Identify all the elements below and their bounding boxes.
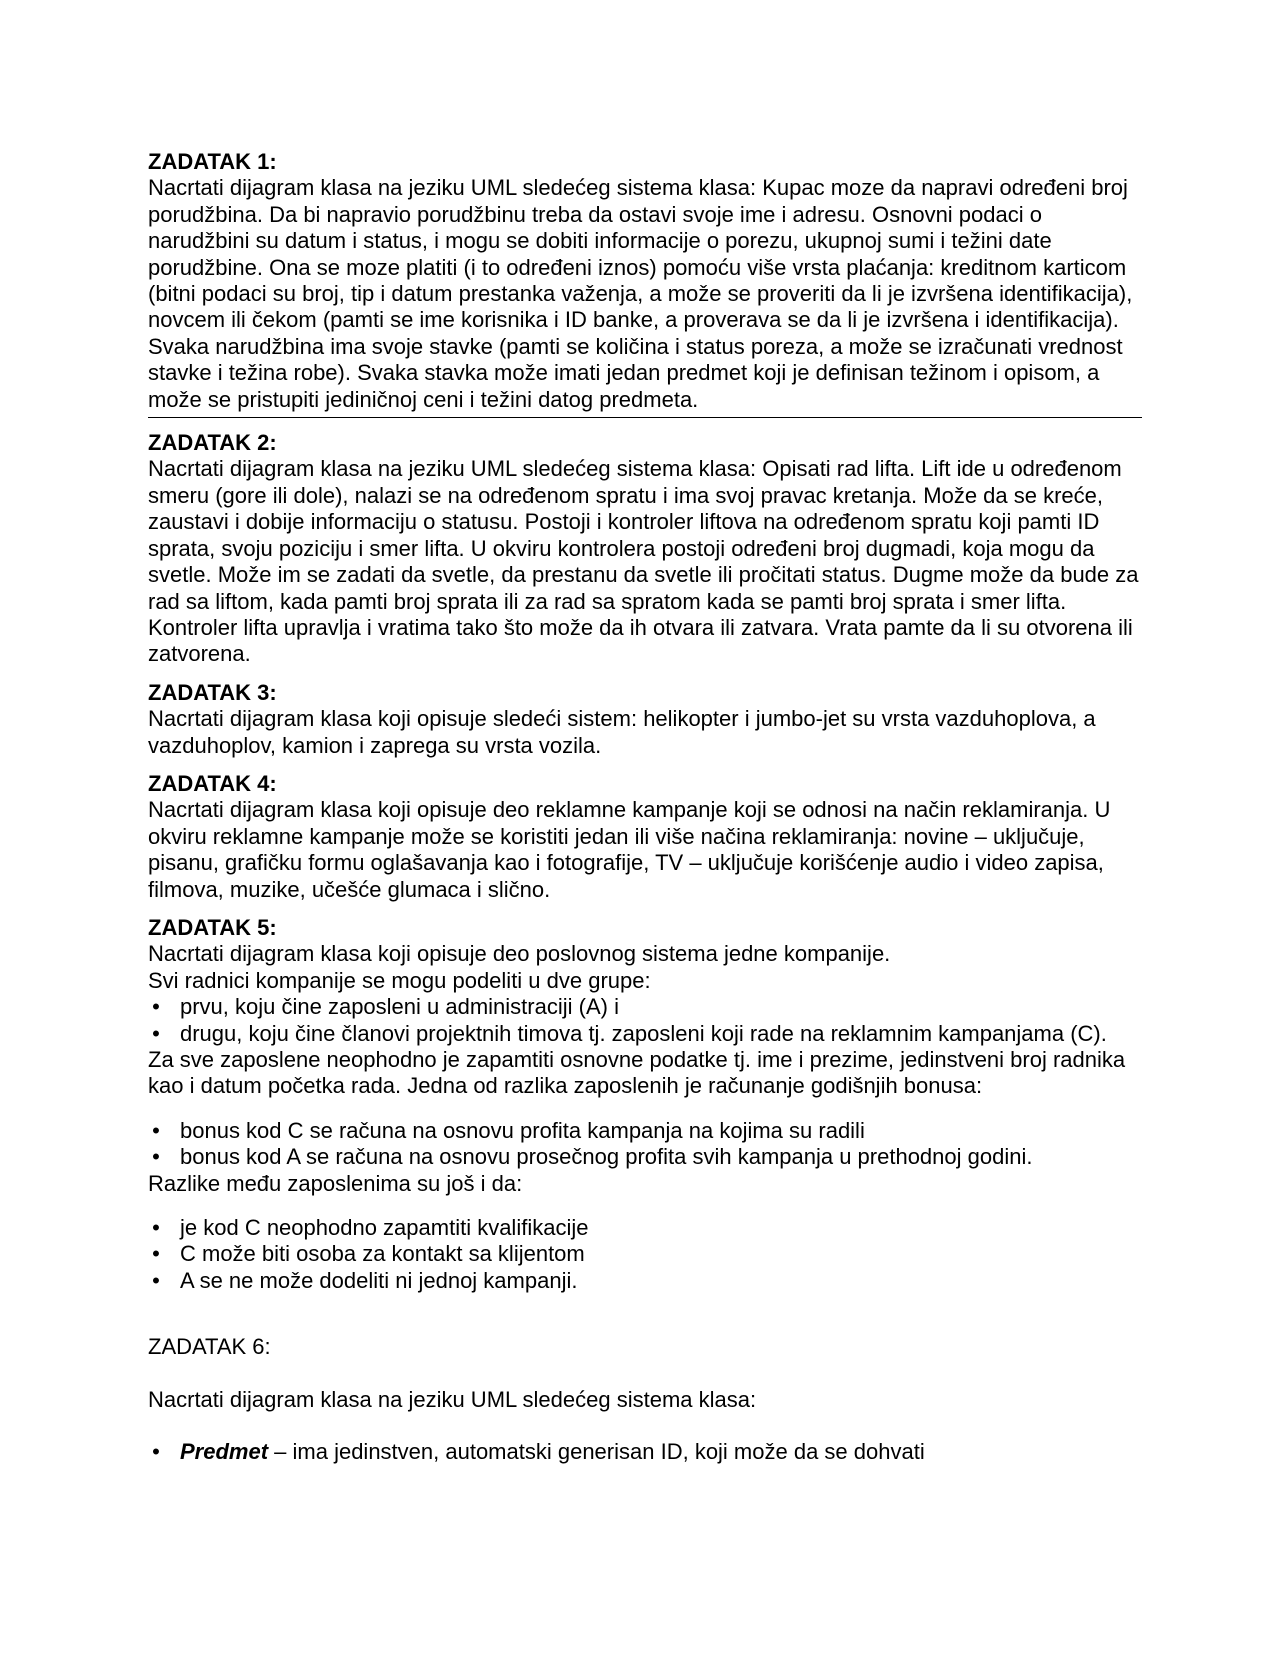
list-item bbox=[148, 994, 1142, 1020]
bullet-icon: • bbox=[152, 1144, 160, 1170]
list-item bbox=[148, 1021, 1142, 1047]
task-2-heading: ZADATAK 2: bbox=[148, 430, 277, 456]
bullet-icon: • bbox=[152, 994, 160, 1020]
task-2-text: Nacrtati dijagram klasa na jeziku UML sledećeg sistema klasa: Opisati rad lifta. Lift ide u određenom smeru (gore ili dole), nalazi se na određenom spratu i ima svoj pravac kretanja. Može da se kreće, zaustavi i dobije informaciju o statusu. Postoji i kontroler liftova na određenom spratu koji pamti ID sprata, svoju poziciju i smer lifta. U okviru kontrolera postoji određeni broj dugmadi, koja mogu da svetle. Može im se zadati da svetle, da prestanu da svetle ili pročitati status. Dugme može da bude za rad sa liftom, kada pamti broj sprata ili za rad sa spratom kada se pamti broj sprata i smer lifta. Kontroler lifta upravlja i vratima tako što može da ih otvara ili zatvara. Vrata pamte da li su otvorena ili zatvorena. bbox=[148, 456, 1139, 667]
list-item bbox=[148, 1241, 1142, 1267]
list-item bbox=[148, 1439, 1142, 1465]
task-6-intro: Nacrtati dijagram klasa na jeziku UML sledećeg sistema klasa: bbox=[148, 1386, 757, 1412]
document-content bbox=[148, 149, 1142, 1465]
task-5-bonus-list bbox=[148, 1118, 1142, 1171]
task-4 bbox=[148, 771, 1142, 903]
spacer bbox=[148, 1197, 1142, 1215]
spacer bbox=[148, 1413, 1142, 1439]
task-5-intro-2: Svi radnici kompanije se mogu podeliti u dve grupe: bbox=[148, 967, 651, 993]
spacer bbox=[148, 668, 1142, 680]
task-5-paragraph-3: Razlike među zaposlenima su još i da: bbox=[148, 1170, 523, 1196]
task-4-heading: ZADATAK 4: bbox=[148, 770, 277, 796]
bullet-icon: • bbox=[152, 1117, 160, 1143]
task-1-text: Nacrtati dijagram klasa na jeziku UML sledećeg sistema klasa: Kupac moze da napravi određeni broj porudžbina. Da bi napravio porudžbinu treba da ostavi svoje ime i adresu. Osnovni podaci o narudžbini su datum i status, i mogu se dobiti informacije o porezu, ukupnoj sumi i težini date porudžbine. Ona se moze platiti (i to određeni iznos) pomoću više vrsta plaćanja: kreditnom karticom (bitni podaci su broj, tip i datum prestanka važenja, a može se proveriti da li je izvršena identifikacija), novcem ili čekom (pamti se ime korisnika i ID banke, a proverava se da li je izvršena i identifikacija). Svaka narudžbina ima svoje stavke (pamti se količina i status poreza, a može se izračunati vrednost stavke i težina robe). Svaka stavka može imati jedan predmet koji je definisan težinom i opisom, a može se pristupiti jediničnoj ceni i težini datog predmeta. bbox=[148, 175, 1133, 412]
task-6-heading: ZADATAK 6: bbox=[148, 1334, 271, 1360]
list-item bbox=[148, 1144, 1142, 1170]
task-5-paragraph-2: Za sve zaposlene neophodno je zapamtiti osnovne podatke tj. ime i prezime, jedinstveni broj radnika kao i datum početka rada. Jedna od razlika zaposlenih je računanje godišnjih bonusa: bbox=[148, 1047, 1126, 1099]
task-3 bbox=[148, 680, 1142, 759]
list-item-text: bonus kod A se računa na osnovu prosečnog profita svih kampanja u prethodnoj godini. bbox=[180, 1144, 1033, 1170]
task-5-heading: ZADATAK 5: bbox=[148, 914, 277, 940]
task-5-groups-list bbox=[148, 994, 1142, 1047]
task-1-heading: ZADATAK 1: bbox=[148, 149, 277, 174]
task-1 bbox=[148, 149, 1142, 413]
task-5-differences-list bbox=[148, 1215, 1142, 1294]
spacer bbox=[148, 1361, 1142, 1387]
task-4-text: Nacrtati dijagram klasa koji opisuje deo reklamne kampanje koji se odnosi na način reklamiranja. U okviru reklamne kampanje može se koristiti jedan ili više načina reklamiranja: novine – uključuje, pisanu, grafičku formu oglašavanja kao i fotografije, TV – uključuje korišćenje audio i video zapisa, filmova, muzike, učešće glumaca i slično. bbox=[148, 797, 1111, 902]
spacer bbox=[148, 903, 1142, 915]
task-3-text: Nacrtati dijagram klasa koji opisuje sledeći sistem: helikopter i jumbo-jet su vrsta vazduhoplova, a vazduhoplov, kamion i zaprega su vrsta vozila. bbox=[148, 706, 1096, 758]
bullet-icon: • bbox=[152, 1439, 160, 1465]
bullet-icon: • bbox=[152, 1020, 160, 1046]
list-item-text: bonus kod C se računa na osnovu profita kampanja na kojima su radili bbox=[180, 1117, 865, 1143]
section-divider bbox=[148, 417, 1142, 418]
list-item bbox=[148, 1118, 1142, 1144]
list-item-text: prvu, koju čine zaposleni u administraciji (A) i bbox=[180, 994, 619, 1020]
spacer bbox=[148, 759, 1142, 771]
list-item-text: – ima jedinstven, automatski generisan ID, koji može da se dohvati bbox=[268, 1439, 925, 1465]
task-6 bbox=[148, 1334, 1142, 1465]
task-5 bbox=[148, 915, 1142, 1294]
list-item bbox=[148, 1268, 1142, 1294]
task-2 bbox=[148, 430, 1142, 668]
class-name: Predmet bbox=[180, 1439, 269, 1465]
task-3-heading: ZADATAK 3: bbox=[148, 679, 277, 705]
task-6-items-list bbox=[148, 1439, 1142, 1465]
task-5-intro-1: Nacrtati dijagram klasa koji opisuje deo poslovnog sistema jedne kompanije. bbox=[148, 941, 891, 967]
list-item-text: drugu, koju čine članovi projektnih timova tj. zaposleni koji rade na reklamnim kampanjama (C). bbox=[180, 1020, 1107, 1046]
list-item bbox=[148, 1215, 1142, 1241]
list-item-text: C može biti osoba za kontakt sa klijentom bbox=[180, 1241, 585, 1267]
spacer bbox=[148, 1100, 1142, 1118]
bullet-icon: • bbox=[152, 1267, 160, 1293]
bullet-icon: • bbox=[152, 1241, 160, 1267]
list-item-text: A se ne može dodeliti ni jednoj kampanji. bbox=[180, 1267, 578, 1293]
bullet-icon: • bbox=[152, 1215, 160, 1241]
list-item-text: je kod C neophodno zapamtiti kvalifikacije bbox=[180, 1215, 589, 1241]
